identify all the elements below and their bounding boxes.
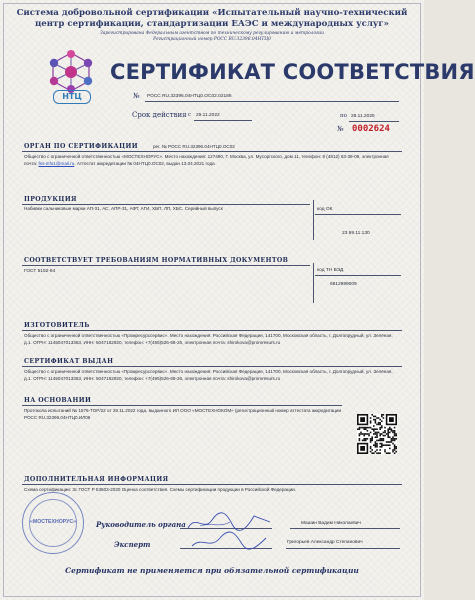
issued-text: Общество с ограниченной ответственностью «Промресурссервис». Место нахождения: Российская Федерация, 141700, Московская область, г. Долгопрудный, ул. Зелёная, д.1. ОГРН: 1145047013363, ИНН: 5047162920, телефон: +7(495)526-68-26, электронная почта: shirokova@promresurs.ru (24, 369, 393, 381)
requirements-rule (22, 265, 310, 266)
validity-to-label: по (340, 113, 347, 119)
stamp-text: «МОСТЕХНОРУС» (30, 519, 76, 525)
issued-rule (22, 366, 402, 367)
expert-name: Григорьев Александр Степанович (287, 540, 363, 545)
expert-signature (190, 530, 270, 552)
product-text: Набивки сальниковые марки АП-31, АС, АПР-31, АФТ, АГИ, ХБП, ЛП, ХБС. Серийный выпуск (24, 206, 223, 211)
validity-from-label: с (188, 112, 192, 118)
requirements-code-rule (315, 275, 401, 276)
footer-note: Сертификат не применяется при обязательной сертификации (65, 566, 359, 575)
header-line-4: Регистрационный номер РОСС RU.32396.04НТЦ0 (153, 37, 271, 42)
expert-name-rule (286, 548, 400, 549)
qr-code-icon (357, 414, 397, 454)
requirements-code-divider (313, 263, 314, 303)
logo-text: НТЦ (53, 90, 91, 104)
serial-number: 0002624 (352, 124, 390, 134)
manufacturer-text: Общество с ограниченной ответственностью «Промресурссервис». Место нахождения: Российская Федерация, 141700, Московская область, г. Долгопрудный, ул. Зелёная, д.1. ОГРН: 1145047013363, ИНН: 5047162920, телефон: +7(495)526-68-26, электронная почта: shirokova@promresurs.ru (24, 333, 393, 345)
ntc-logo (46, 50, 96, 106)
head-name-rule (290, 528, 400, 529)
organ-stamp (22, 492, 84, 554)
validity-from-date: 29.11.2022 (196, 113, 220, 118)
qr-code[interactable] (357, 414, 397, 454)
requirements-text: ГОСТ 5152-84 (24, 269, 56, 274)
product-heading: ПРОДУКЦИЯ (24, 196, 77, 203)
validity-from-underline (194, 120, 252, 121)
hexagon-molecule-logo-icon (46, 50, 96, 92)
validity-to-underline (349, 121, 399, 122)
basis-heading: НА ОСНОВАНИИ (24, 397, 92, 404)
header-line-1: Система добровольной сертификации «Испытательный научно-технический (16, 8, 408, 18)
organ-heading: ОРГАН ПО СЕРТИФИКАЦИИ (24, 143, 138, 150)
organ-rule (22, 151, 402, 152)
cert-number-underline (145, 101, 399, 102)
organ-reg-number: рег. № РОСС RU.32396.04НТЦ0.ОС02 (153, 144, 235, 149)
organ-email-link[interactable]: fss-info1@mail.ru (38, 160, 75, 166)
validity-to-date: 28.11.2025 (351, 114, 375, 119)
validity-label: Срок действия (132, 111, 187, 119)
serial-label: № (337, 125, 344, 133)
cert-number-label: № (133, 92, 140, 100)
additional-text: Схема сертификации: 3с ГОСТ Р 53603-2020 Оценка соответствия. Схемы сертификации продукции в Российской Федерации. (24, 487, 297, 492)
manufacturer-heading: ИЗГОТОВИТЕЛЬ (24, 322, 90, 329)
manufacturer-rule (22, 330, 402, 331)
basis-rule (22, 405, 342, 406)
header-line-2: центр сертификации, стандартизации ЕАЭС и международных услуг» (34, 19, 390, 29)
product-rule (22, 204, 310, 205)
requirements-code: 6812999009 (330, 282, 357, 287)
product-code: 23.99.11.130 (342, 231, 370, 236)
cert-number: РОСС RU.32396.04НТЦ0.ОС02.02186 (147, 94, 232, 99)
basis-text: Протокола испытаний № 1576-ТОР/22 от 29.11.2022 года, выданного ИЛ ООО «МОСТЕХНОКОМ» (регистрационный номер аттестата аккредитации РОСС RU.32396.04НТЦ0.ИЛ06 (24, 408, 342, 420)
issued-heading: СЕРТИФИКАТ ВЫДАН (24, 358, 114, 365)
additional-rule (22, 484, 402, 485)
expert-label: Эксперт (114, 540, 151, 549)
head-name: Машин Вадим Николаевич (301, 521, 361, 526)
requirements-code-label: код ТН ВЭД (317, 268, 344, 273)
requirements-heading: СООТВЕТСТВУЕТ ТРЕБОВАНИЯМ НОРМАТИВНЫХ ДОКУМЕНТОВ (24, 257, 289, 264)
organ-text (24, 154, 399, 167)
certificate-title: СЕРТИФИКАТ СООТВЕТСТВИЯ (110, 60, 475, 84)
organ-text-start: Общество с ограниченной ответственностью «МОСТЕХНОРУС». Место нахождения: 127490, Г. Москва, ул. Мусоргского, дом 11, телефон: 8 (4812) 63-39-09, электронная почта: (24, 154, 389, 166)
product-code-rule (315, 214, 401, 215)
organ-text-end: . Аттестат аккредитации № 04НТЦ0.ОС02, выдан 13.04.2021 года (74, 160, 215, 166)
product-code-divider (313, 200, 314, 240)
head-label: Руководитель органа (96, 520, 186, 529)
additional-heading: ДОПОЛНИТЕЛЬНАЯ ИНФОРМАЦИЯ (24, 476, 169, 483)
header-line-3: Зарегистрирована Федеральным агентством по техническому регулированию и метрологии (100, 31, 324, 36)
product-code-label: код ОК (317, 207, 333, 212)
